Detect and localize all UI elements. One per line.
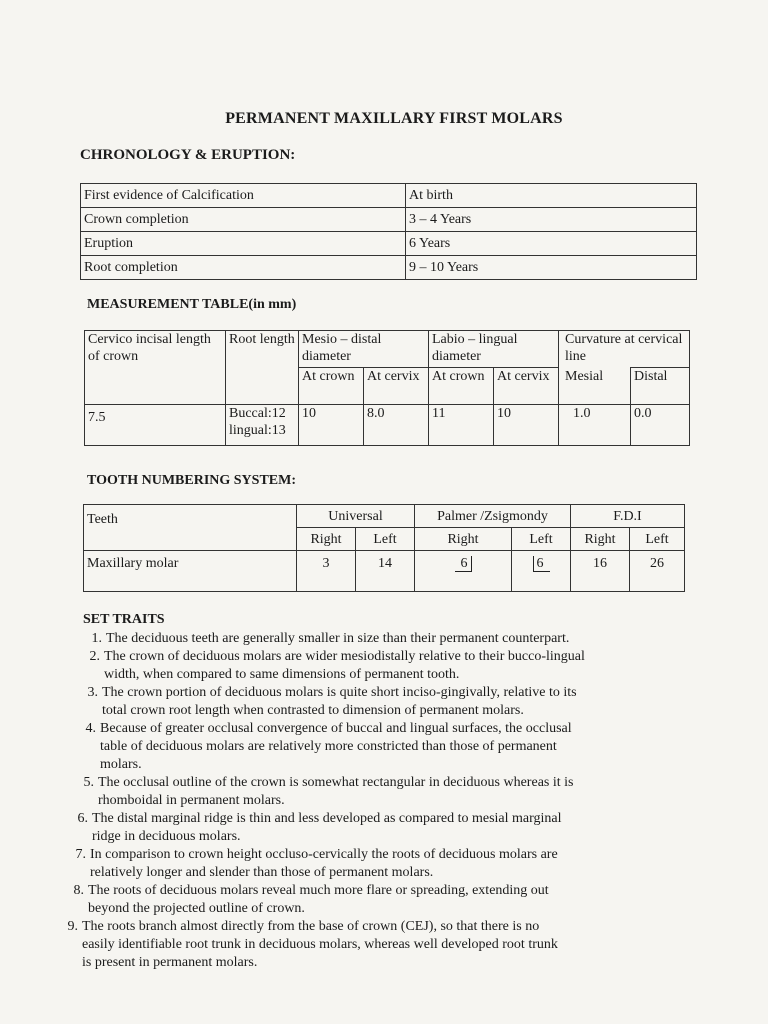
trait-line: The crown of deciduous molars are wider mesiodistally relative to their bucco-lingual — [104, 649, 585, 664]
table-row — [81, 232, 697, 256]
value-ll-cervix: 10 — [494, 405, 559, 446]
header-md-cervix: At cervix — [364, 368, 429, 405]
value-root-lingual: lingual:13 — [229, 423, 286, 438]
trait-number: 6. — [77, 811, 88, 826]
trait-number: 5. — [83, 775, 94, 790]
header-mesio-distal: Mesio – distal diameter — [299, 331, 429, 368]
trait-line: table of deciduous molars are relatively more constricted than those of permanent — [100, 739, 557, 754]
trait-number: 7. — [75, 847, 86, 862]
trait-text — [104, 648, 700, 684]
palmer-left-cell — [512, 551, 571, 592]
trait-text — [82, 918, 700, 972]
list-item — [60, 918, 700, 972]
trait-text — [88, 882, 700, 918]
trait-number: 2. — [89, 649, 100, 664]
chron-label: Crown completion — [81, 208, 406, 232]
value-ll-crown: 11 — [429, 405, 494, 446]
list-item — [60, 882, 700, 918]
list-item — [60, 648, 700, 684]
page-title: PERMANENT MAXILLARY FIRST MOLARS — [225, 110, 563, 127]
trait-line: The occlusal outline of the crown is somewhat rectangular in deciduous whereas it is — [98, 775, 574, 790]
chronology-heading: CHRONOLOGY & ERUPTION: — [80, 147, 296, 163]
header-palmer: Palmer /Zsigmondy — [415, 505, 571, 528]
palmer-right-value: 6 — [455, 556, 472, 572]
header-teeth: Teeth — [84, 505, 297, 551]
header-universal-right: Right — [297, 528, 356, 551]
header-cervico: Cervico incisal length of crown — [85, 331, 226, 405]
list-item — [60, 774, 700, 810]
header-ll-crown: At crown — [429, 368, 494, 405]
trait-line: In comparison to crown height occluso-cervically the roots of deciduous molars are — [90, 847, 558, 862]
list-item — [60, 810, 700, 846]
value-md-cervix: 8.0 — [364, 405, 429, 446]
chron-value: 6 Years — [406, 232, 697, 256]
header-ll-cervix: At cervix — [494, 368, 559, 405]
value-mesial: 1.0 — [559, 405, 631, 446]
trait-number: 9. — [67, 919, 78, 934]
traits-list — [60, 630, 700, 972]
value-distal: 0.0 — [631, 405, 690, 446]
value-md-crown: 10 — [299, 405, 364, 446]
header-palmer-left: Left — [512, 528, 571, 551]
table-row — [85, 331, 690, 368]
chron-value: 3 – 4 Years — [406, 208, 697, 232]
trait-text — [102, 684, 700, 720]
trait-line: rhomboidal in permanent molars. — [98, 793, 285, 808]
table-row — [81, 208, 697, 232]
value-root — [226, 405, 299, 446]
value-root-buccal: Buccal:12 — [229, 406, 286, 421]
trait-text — [90, 846, 700, 882]
trait-line: beyond the projected outline of crown. — [88, 901, 305, 916]
trait-number: 4. — [85, 721, 96, 736]
list-item — [60, 720, 700, 774]
trait-number: 8. — [73, 883, 84, 898]
trait-line: is present in permanent molars. — [82, 955, 258, 970]
header-md-crown: At crown — [299, 368, 364, 405]
header-fdi-left: Left — [630, 528, 685, 551]
traits-heading: SET TRAITS — [83, 612, 165, 627]
trait-line: The deciduous teeth are generally smaller in size than their permanent counterpart. — [106, 631, 570, 646]
numbering-table — [83, 504, 685, 592]
chron-label: First evidence of Calcification — [81, 184, 406, 208]
header-universal-left: Left — [356, 528, 415, 551]
table-row — [85, 405, 690, 446]
table-row — [84, 505, 685, 528]
table-row — [84, 551, 685, 592]
fdi-left-value: 26 — [630, 551, 685, 592]
chron-label: Root completion — [81, 256, 406, 280]
header-fdi: F.D.I — [571, 505, 685, 528]
trait-line: width, when compared to same dimensions of permanent tooth. — [104, 667, 460, 682]
trait-line: The crown portion of deciduous molars is quite short inciso-gingivally, relative to its — [102, 685, 577, 700]
trait-line: total crown root length when contrasted to dimension of permanent molars. — [102, 703, 524, 718]
trait-text — [92, 810, 700, 846]
header-fdi-right: Right — [571, 528, 630, 551]
list-item — [60, 630, 700, 648]
universal-right-value: 3 — [297, 551, 356, 592]
chron-label: Eruption — [81, 232, 406, 256]
trait-text — [98, 774, 700, 810]
header-curvature: Curvature at cervical line — [559, 331, 690, 368]
chron-value: 9 – 10 Years — [406, 256, 697, 280]
trait-line: The distal marginal ridge is thin and less developed as compared to mesial marginal — [92, 811, 562, 826]
table-row — [81, 256, 697, 280]
list-item — [60, 684, 700, 720]
header-root: Root length — [226, 331, 299, 405]
trait-number: 3. — [87, 685, 98, 700]
chronology-table — [80, 183, 697, 280]
measurement-table — [84, 330, 690, 446]
value-cervico: 7.5 — [85, 405, 226, 446]
trait-line: The roots branch almost directly from the base of crown (CEJ), so that there is no — [82, 919, 540, 934]
trait-text — [106, 630, 700, 648]
trait-line: ridge in deciduous molars. — [92, 829, 241, 844]
row-label: Maxillary molar — [84, 551, 297, 592]
measurement-heading: MEASUREMENT TABLE(in mm) — [87, 297, 297, 312]
palmer-left-value: 6 — [533, 556, 550, 572]
fdi-right-value: 16 — [571, 551, 630, 592]
chron-value: At birth — [406, 184, 697, 208]
trait-line: Because of greater occlusal convergence of buccal and lingual surfaces, the occlusal — [100, 721, 572, 736]
trait-number: 1. — [91, 631, 102, 646]
table-row — [81, 184, 697, 208]
header-palmer-right: Right — [415, 528, 512, 551]
trait-line: relatively longer and slender than those of permanent molars. — [90, 865, 434, 880]
universal-left-value: 14 — [356, 551, 415, 592]
header-universal: Universal — [297, 505, 415, 528]
trait-line: molars. — [100, 757, 142, 772]
header-labio-lingual: Labio – lingual diameter — [429, 331, 559, 368]
header-distal: Distal — [631, 368, 690, 405]
header-mesial: Mesial — [559, 368, 631, 405]
trait-line: The roots of deciduous molars reveal much more flare or spreading, extending out — [88, 883, 549, 898]
trait-text — [100, 720, 700, 774]
list-item — [60, 846, 700, 882]
numbering-heading: TOOTH NUMBERING SYSTEM: — [87, 473, 296, 488]
trait-line: easily identifiable root trunk in deciduous molars, whereas well developed root trunk — [82, 937, 558, 952]
palmer-right-cell — [415, 551, 512, 592]
